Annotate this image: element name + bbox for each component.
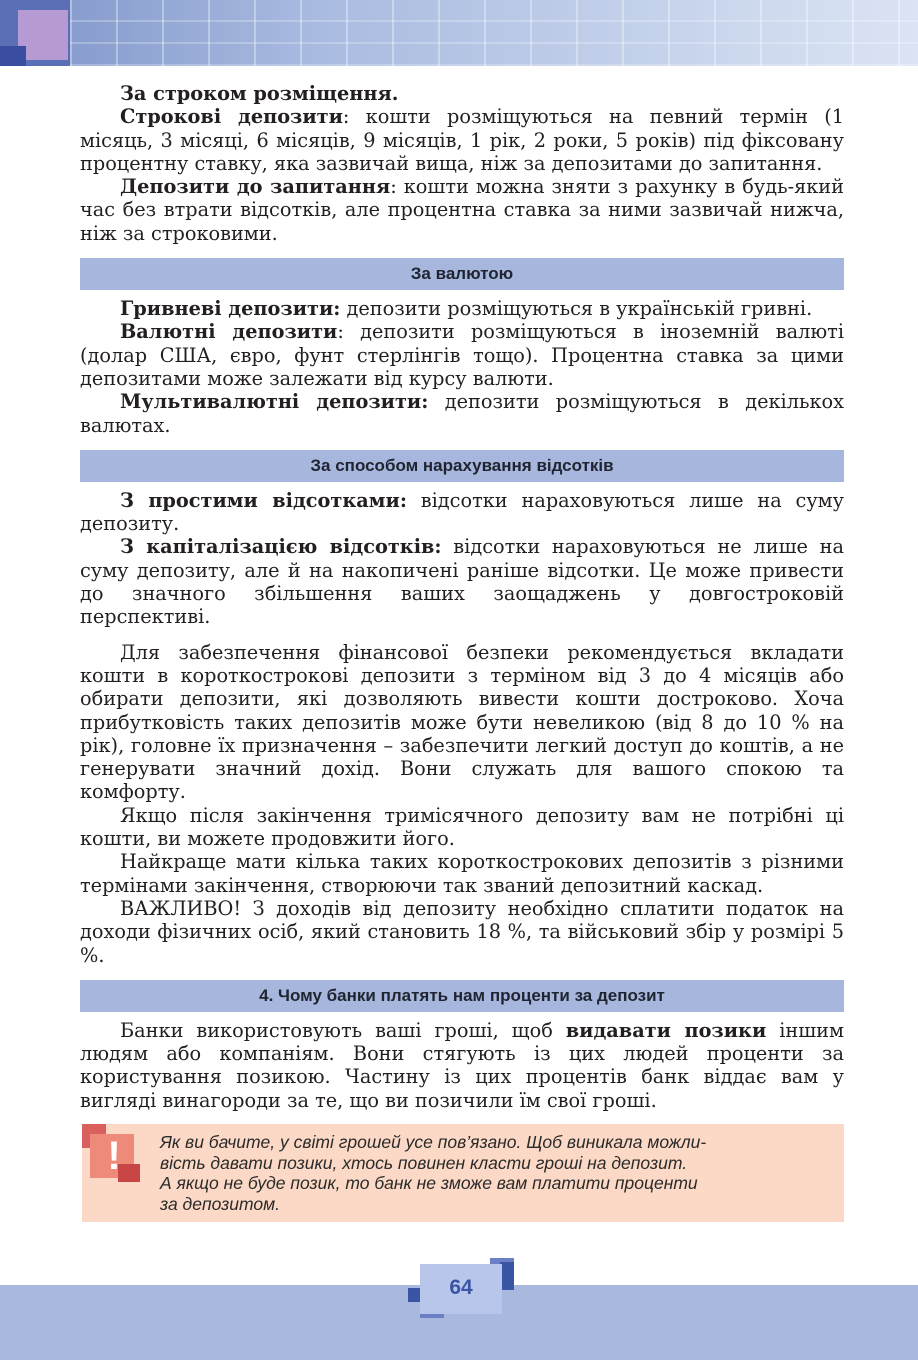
- exclamation-mark: !: [107, 1134, 121, 1178]
- demand-text: : кошти можна зняти з рахунку в будь-який час без втрати відсотків, але процентна ставка за ними зазвичай нижча, ніж за строковими.: [80, 175, 845, 245]
- page-number: 64: [449, 1276, 473, 1299]
- decor-square: [0, 46, 26, 66]
- section-title-currency: За валютою: [80, 258, 844, 290]
- paragraph: [80, 390, 844, 437]
- page-content: [80, 82, 844, 1112]
- top-decorative-band: [0, 0, 918, 66]
- simple-text: відсотки нараховуються лише на суму депозиту.: [80, 488, 845, 536]
- simple-label: З простими відсотками:: [120, 488, 407, 512]
- note-line: А якщо не буде позик, то банк не зможе вам платити проценти: [160, 1173, 698, 1193]
- paragraph: [80, 105, 844, 175]
- term-label: Строкові депозити: [120, 105, 343, 129]
- multi-label: Мультивалютні депозити:: [120, 390, 429, 414]
- hryvnia-text: депозити розміщуються в українській гривні.: [340, 297, 813, 321]
- decor-square: [500, 1262, 514, 1290]
- heading-by-term: За строком розміщення.: [120, 82, 399, 105]
- note-line: Як ви бачите, у світі грошей усе пов’язано. Щоб виникала можли-: [160, 1132, 707, 1152]
- paragraph: ВАЖЛИВО! З доходів від депозиту необхідно сплатити податок на доходи фізичних осіб, який становить 18 %, та військовий збір у розмірі 5 %.: [80, 896, 844, 967]
- multi-text: депозити розміщуються в декількох валютах.: [80, 390, 845, 437]
- s4-text-after: іншим людям або компаніям. Вони стягують із цих людей проценти за користування позикою. Частину із цих процентів банк віддає вам у вигляді винагороди за те, що ви позичили їм свої гроші.: [80, 1018, 844, 1112]
- paragraph: [80, 297, 844, 320]
- s4-bold: видавати позики: [565, 1018, 767, 1042]
- paragraph: [80, 535, 844, 628]
- hryvnia-label: Гривневі депозити:: [120, 297, 341, 321]
- s4-text-before: Банки використовують ваші гроші, щоб: [120, 1018, 566, 1042]
- paragraph: [80, 1019, 844, 1112]
- demand-label: Депозити до запитання: [120, 175, 391, 199]
- term-text: : кошти розміщуються на певний термін (1 місяць, 3 місяці, 6 місяців, 9 місяців, 1 рік, 2 роки, 5 років) під фіксовану процентну ставку, яка зазвичай вища, ніж за депозитами до запитання.: [80, 105, 844, 175]
- note-line: вість давати позики, хтось повинен класти гроші на депозит.: [160, 1152, 688, 1173]
- paragraph: Якщо після закінчення тримісячного депозиту вам не потрібні ці кошти, ви можете продовжити його.: [80, 803, 844, 851]
- important-note-box: [82, 1124, 844, 1222]
- note-line: за депозитом.: [160, 1193, 280, 1214]
- paragraph: Для забезпечення фінансової безпеки рекомендується вкладати кошти в короткострокові депозити з терміном від 3 до 4 місяців або обирати депозити, які дозволяють вивести кошти достроково. Хоча прибутковість таких депозитів може бути невеликою (від 8 до 10 % на рік), головне їх призначення – забезпечити легкий доступ до коштів, а не генерувати значний дохід. Вони служать для вашого спокою та комфорту.: [80, 640, 844, 804]
- paragraph: [80, 489, 844, 536]
- paragraph: [80, 82, 844, 105]
- section-title-why-banks-pay: 4. Чому банки платять нам проценти за депозит: [80, 980, 844, 1012]
- capitalization-text: відсотки нараховуються не лише на суму депозиту, але й на накопичені раніше відсотки. Це може привести до значного збільшення ваших заощаджень у довгостроковій перспективі.: [80, 535, 845, 629]
- paragraph: [80, 175, 844, 245]
- circuit-pattern: [70, 0, 918, 66]
- capitalization-label: З капіталізацією відсотків:: [120, 535, 442, 559]
- foreign-label: Валютні депозити: [120, 320, 338, 344]
- section-title-interest: За способом нарахування відсотків: [80, 450, 844, 482]
- exclamation-icon: [82, 1124, 140, 1182]
- paragraph: [80, 320, 844, 390]
- foreign-text: : депозити розміщуються в іноземній валюті (долар США, євро, фунт стерлінгів тощо). Процентна ставка за цими депозитами може залежати від курсу валюти.: [80, 320, 845, 390]
- note-text: [160, 1132, 832, 1214]
- paragraph: Найкраще мати кілька таких короткострокових депозитів з різними термінами закінчення, створюючи так званий депозитний каскад.: [80, 850, 844, 897]
